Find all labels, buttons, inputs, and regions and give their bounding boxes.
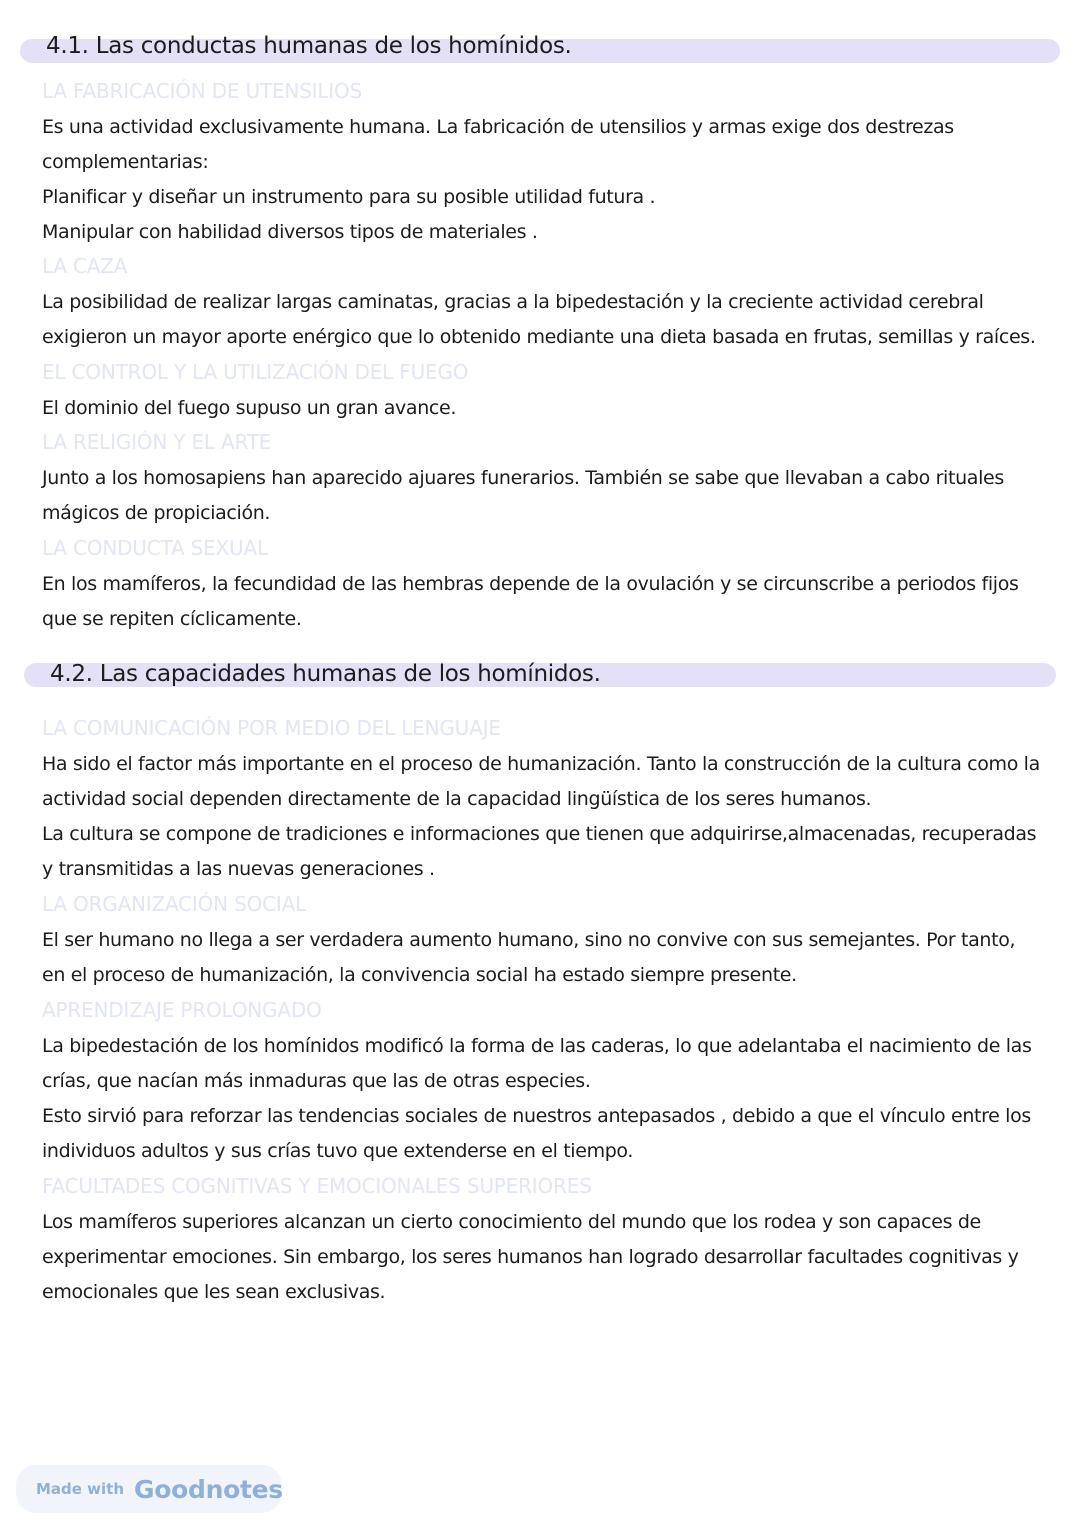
paragraph-learning-2: Esto sirvió para reforzar las tendencias sociales de nuestros antepasados , debido a que el vínculo entre los individuos adultos y sus crías tuvo que extenderse en el tiempo. — [42, 1105, 1031, 1162]
paragraph-learning: La bipedestación de los homínidos modificó la forma de las caderas, lo que adelantaba el nacimiento de las crías, que nacían más inmaduras que las de otras especies. — [42, 1035, 1032, 1092]
subheading-tools: LA FABRICACIÓN DE UTENSILIOS — [42, 79, 363, 103]
paragraph-language: Ha sido el factor más importante en el proceso de humanización. Tanto la construcción de la cultura como la actividad social dependen directamente de la capacidad lingüística de los seres humanos. — [42, 753, 1040, 810]
paragraph-religion-art: Junto a los homosapiens han aparecido ajuares funerarios. También se sabe que llevaban a cabo rituales mágicos de propiciación. — [42, 467, 1004, 524]
made-with-label: Made with — [36, 1480, 125, 1498]
paragraph-hunting: La posibilidad de realizar largas caminatas, gracias a la bipedestación y la creciente actividad cerebral exigieron un mayor aporte enérgico que lo obtenido mediante una dieta basada en frutas, semillas y raíces. — [42, 291, 1036, 348]
subheading-religion-art: LA RELIGIÓN Y EL ARTE — [42, 430, 272, 454]
section-title: 4.2. Las capacidades humanas de los homínidos. — [50, 661, 601, 687]
subheading-social-organization: LA ORGANIZACIÓN SOCIAL — [42, 892, 306, 916]
section-title: 4.1. Las conductas humanas de los homínidos. — [46, 33, 572, 59]
subheading-hunting: LA CAZA — [42, 254, 128, 278]
paragraph-social-organization: El ser humano no llega a ser verdadera aumento humano, sino no convive con sus semejantes. Por tanto, en el proceso de humanización, la convivencia social ha estado siempre presente. — [42, 929, 1016, 986]
paragraph-tools: Es una actividad exclusivamente humana. La fabricación de utensilios y armas exige dos destrezas complementarias: — [42, 116, 954, 173]
paragraph-fire: El dominio del fuego supuso un gran avance. — [42, 397, 457, 419]
subheading-cognitive-faculties: FACULTADES COGNITIVAS Y EMOCIONALES SUPERIORES — [42, 1174, 592, 1198]
made-with-goodnotes-badge — [16, 1465, 282, 1513]
paragraph-culture: La cultura se compone de tradiciones e informaciones que tienen que adquirirse,almacenadas, recuperadas y transmitidas a las nuevas generaciones . — [42, 823, 1037, 880]
list-item: Planificar y diseñar un instrumento para su posible utilidad futura . — [42, 186, 656, 208]
paragraph-sexual-behavior: En los mamíferos, la fecundidad de las hembras depende de la ovulación y se circunscribe a periodos fijos que se repiten cíclicamente. — [42, 573, 1019, 630]
subheading-language: LA COMUNICACIÓN POR MEDIO DEL LENGUAJE — [42, 716, 501, 740]
subheading-fire: EL CONTROL Y LA UTILIZACIÓN DEL FUEGO — [42, 360, 469, 384]
list-item: Manipular con habilidad diversos tipos de materiales . — [42, 221, 538, 243]
goodnotes-logo: Goodnotes — [134, 1474, 283, 1504]
subheading-sexual-behavior: LA CONDUCTA SEXUAL — [42, 536, 268, 560]
subheading-learning: APRENDIZAJE PROLONGADO — [42, 998, 322, 1022]
paragraph-cognitive-faculties: Los mamíferos superiores alcanzan un cierto conocimiento del mundo que los rodea y son capaces de experimentar emociones. Sin embargo, los seres humanos han logrado desarrollar facultades cognitivas y emocionales que les sean exclusivas. — [42, 1211, 1019, 1303]
